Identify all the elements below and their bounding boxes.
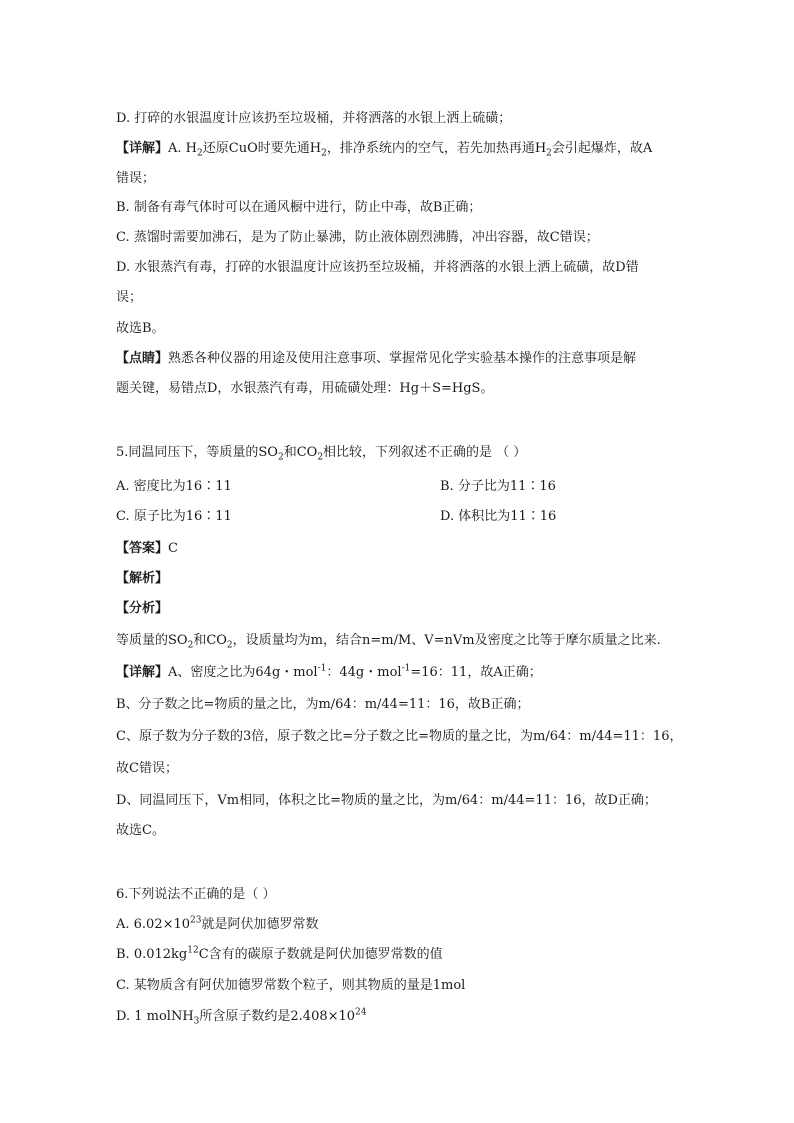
point-line-2: 题关键，易错点D，水银蒸汽有毒，用硫磺处理：Hg＋S=HgS。 [116,381,494,396]
question-5-option-d: D. 体积比为11∶16 [440,509,557,524]
question-6-stem: 6.下列说法不正确的是（ ） [116,887,276,902]
detail-b-line: B. 制备有毒气体时可以在通风橱中进行，防止中毒，故B正确； [116,200,482,215]
question-6-option-c: C. 某物质含有阿伏加德罗常数个粒子，则其物质的量是1mol [116,978,466,993]
question-5-stem: 5.同温同压下，等质量的$SO_2$和$CO_2$相比较，下列叙述不正确的是 （ ） [116,445,527,463]
fenxi-line: 等质量的$SO_2$和$CO_2$，设质量均为m，结合n=m/M、V=nVm及密度之比等于摩尔质量之比来. [116,633,661,651]
question-5-option-b: B. 分子比为11∶16 [440,479,556,494]
detail-a-line: 【详解】A. $H_2$还原CuO时要先通$H_2$，排净系统内的空气，若先加热再通$H_2$会引起爆炸，故A [116,141,653,159]
detail-tag: 【详解】 [116,141,169,156]
detail-a-continuation: 错误； [116,171,156,186]
analysis-tag: 【解析】 [116,571,169,586]
question-6-option-d: D. 1 molNH$_3$所含原子数约是$2.408\times 10^{24}$ [116,1007,367,1027]
q5-detail-b-line: B、分子数之比=物质的量之比，为m/64：m/44=11：16，故B正确； [116,697,530,712]
q5-detail-c-continuation: 故C错误； [116,761,178,776]
detail-tag: 【详解】 [116,665,169,680]
point-tag: 【点睛】 [116,351,169,366]
option-d-text: D. 打碎的水银温度计应该扔至垃圾桶，并将洒落的水银上洒上硫磺； [116,111,512,126]
detail-d-line: D. 水银蒸汽有毒，打碎的水银温度计应该扔至垃圾桶，并将洒落的水银上洒上硫磺，故D错 [116,260,639,275]
choose-line: 故选B。 [116,321,165,336]
point-line-1: 【点睛】熟悉各种仪器的用途及使用注意事项、掌握常见化学实验基本操作的注意事项是解 [116,351,637,366]
q5-detail-d-line: D、同温同压下，Vm相同，体积之比=物质的量之比，为m/64：m/44=11：16，故D正确； [116,793,657,808]
q5-detail-c-line: C、原子数为分子数的3倍，原子数之比=分子数之比=物质的量之比，为m/64：m/44=11：16， [116,729,683,744]
question-5-answer: 【答案】C [116,541,178,556]
question-5-option-c: C. 原子比为16∶11 [116,509,232,524]
question-5-option-a: A. 密度比为16∶11 [116,479,232,494]
fenxi-tag: 【分析】 [116,601,169,616]
q5-choose-line: 故选C。 [116,823,165,838]
detail-c-line: C. 蒸馏时需要加沸石，是为了防止暴沸，防止液体剧烈沸腾，冲出容器，故C错误； [116,230,599,245]
question-6-option-a: A. $6.02\times 10^{23}$就是阿伏加德罗常数 [116,915,319,932]
question-6-option-b: B. $0.012kg^{12}C$含有的碳原子数就是阿伏加德罗常数的值 [116,945,443,962]
detail-d-continuation: 误； [116,290,143,305]
answer-tag: 【答案】 [116,541,169,556]
q5-detail-a-line: 【详解】A、密度之比为64g・mol$^{-1}$：44g・mol$^{-1}$=16：11，故A正确； [116,663,542,680]
